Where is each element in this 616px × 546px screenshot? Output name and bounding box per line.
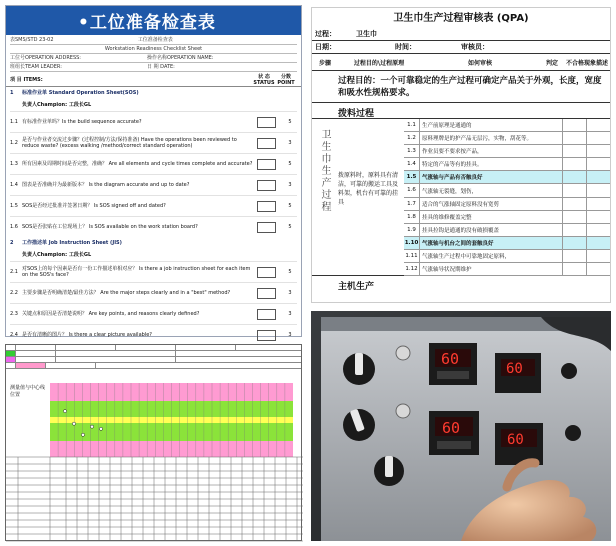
control-panel-photo <box>311 311 611 541</box>
status-box[interactable] <box>257 222 276 233</box>
audit-item-number: 1.12 <box>404 263 420 275</box>
audit-item-row <box>404 145 610 158</box>
item-point: 3 <box>288 332 292 338</box>
item-text: 是否有清晰的图片？ Is there a clear picture available? <box>22 332 152 338</box>
process-label: 过程： <box>315 30 336 38</box>
item-number: 2 <box>10 239 14 246</box>
item-text: 关键点和原因是否清楚说明？ Are key points, and reasons clearly defined? <box>22 311 200 317</box>
checklist-item <box>10 153 297 174</box>
checklist-owner <box>10 98 297 111</box>
operation-name-label: 操作名称OPERATION NAME: <box>147 54 214 61</box>
controller-4-reading: 60 <box>507 432 524 448</box>
checklist-header <box>6 73 301 87</box>
judge-cell[interactable] <box>562 132 586 144</box>
date-label: 日 期 DATE: <box>147 63 175 70</box>
audit-items <box>404 119 610 276</box>
fail-description-cell[interactable] <box>586 171 610 183</box>
status-box[interactable] <box>257 309 276 320</box>
qpa-process-line <box>312 28 610 41</box>
temperature-controller-3[interactable] <box>429 411 479 455</box>
audit-item-text: 原料理牌是的护产品无层污，实物，刮花等。 <box>422 136 533 143</box>
doc-title-cn: 工位准备检查表 <box>137 36 173 43</box>
qpa-info-line <box>312 41 610 54</box>
item-number: 1.1 <box>10 119 18 125</box>
judge-cell[interactable] <box>562 237 586 249</box>
audit-item-text: 挂具拉钩是通通的没有破损覆盖 <box>422 227 500 234</box>
workstation-checklist-panel <box>5 5 302 337</box>
col-how: 如何审核 <box>467 59 492 67</box>
audit-item-row <box>404 237 610 250</box>
judge-cell[interactable] <box>562 158 586 170</box>
item-point: 3 <box>288 290 292 296</box>
process-value: 卫生巾 <box>356 30 377 38</box>
data-point <box>99 427 102 430</box>
fail-description-cell[interactable] <box>586 263 610 275</box>
qpa-title: 卫生巾生产过程审核表 (QPA) <box>393 13 529 24</box>
judge-cell[interactable] <box>562 171 586 183</box>
item-point: 5 <box>288 203 292 209</box>
process-description: 拨原料时，原料具有清洁，可靠的搬运工具及料架，机台有可靠的挂具 <box>338 172 399 206</box>
checklist-section <box>10 237 297 248</box>
item-number: 1.5 <box>10 203 18 209</box>
audit-item-row <box>404 211 610 224</box>
col-step: 步骤 <box>318 59 331 67</box>
vertical-process-label: 卫生巾生产过程 <box>319 129 330 213</box>
item-text: 主要步骤是否明确清楚/最佳方法？ Are the major steps clearly and in a "best" method? <box>22 290 231 296</box>
status-box[interactable] <box>257 159 276 170</box>
col-purpose: 过程目的\过程原理 <box>353 59 405 67</box>
chart-ylabel: 测量值与中心线位置 <box>10 385 46 398</box>
audit-item-row <box>404 224 610 237</box>
checklist-item <box>10 216 297 237</box>
judge-cell[interactable] <box>562 224 586 236</box>
fail-description-cell[interactable] <box>586 211 610 223</box>
item-number: 2.4 <box>10 332 18 338</box>
audit-item-row <box>404 184 610 197</box>
item-number: 2.3 <box>10 311 18 317</box>
checklist-item <box>10 195 297 216</box>
item-text: 所有因素及周期时间是否完整，准确？ Are all elements and cycle times complete and accurate? <box>22 161 253 167</box>
status-box[interactable] <box>257 138 276 149</box>
judge-cell[interactable] <box>562 145 586 157</box>
item-number: 1.2 <box>10 140 18 146</box>
item-text: SOS是否经过批准并签署日期？ Is SOS signed off and dated? <box>22 203 166 209</box>
group-title: 拨料过程 <box>312 103 610 119</box>
indicator-lamp-1 <box>396 346 410 360</box>
checklist-item <box>10 303 297 324</box>
audit-item-number: 1.6 <box>404 184 420 196</box>
data-point <box>90 425 93 428</box>
fail-description-cell[interactable] <box>586 119 610 131</box>
control-chart-plot <box>50 383 293 457</box>
fail-description-cell[interactable] <box>586 132 610 144</box>
checklist-item <box>10 282 297 303</box>
audit-item-row <box>404 198 610 211</box>
fail-description-cell[interactable] <box>586 224 610 236</box>
doc-code: 表SMS/STD 23-02 <box>10 36 54 43</box>
doc-title-en: Workstation Readiness Checklist Sheet <box>104 45 203 52</box>
date-label-b: 日期： <box>315 43 336 51</box>
controller-3-reading: 60 <box>442 419 461 437</box>
chart-data-grid <box>6 457 303 541</box>
process-purpose: 过程目的：一个可靠稳定的生产过程可确定产品关于外观，长度，宽度和吸水性规格要求。 <box>312 71 610 103</box>
fail-description-cell[interactable] <box>586 158 610 170</box>
right-switch-1[interactable] <box>561 363 577 379</box>
team-leader-label: 班组长TEAM LEADER: <box>10 63 62 70</box>
operation-address-label: 工位号OPERATION ADDRESS: <box>10 54 81 61</box>
photo-illustration <box>311 311 611 541</box>
audit-item-number: 1.8 <box>404 211 420 223</box>
audit-item-text: 气涨轴与机台之间的套触良好 <box>422 240 494 247</box>
item-number: 1 <box>10 89 14 96</box>
audit-item-number: 1.2 <box>404 132 420 144</box>
checklist-item <box>10 261 297 282</box>
auditor-label: 审核员： <box>461 43 489 51</box>
item-text: 对SOS上的每个因素是否有一份工作描述单相对应？ Is there a job instruction sheet for each item on the SOS's face? <box>22 266 251 278</box>
item-number: 2.2 <box>10 290 18 296</box>
right-switch-2[interactable] <box>565 425 581 441</box>
judge-cell[interactable] <box>562 263 586 275</box>
status-box[interactable] <box>257 288 276 299</box>
status-box[interactable] <box>257 117 276 128</box>
indicator-lamp-2 <box>396 404 410 418</box>
data-point <box>63 410 66 413</box>
col-items: 项 目 ITEMS: <box>10 77 43 83</box>
audit-item-row <box>404 250 610 263</box>
audit-item-text: 气涨轴无裂缝，划伤， <box>422 188 478 195</box>
item-text: 图表是否准确并为最新版本？ Is the diagram accurate and up to date? <box>22 182 190 188</box>
audit-item-row <box>404 171 610 184</box>
status-box[interactable] <box>257 180 276 191</box>
item-point: 5 <box>288 224 292 230</box>
item-point: 3 <box>288 140 292 146</box>
audit-item-number: 1.5 <box>404 171 420 183</box>
audit-item-number: 1.10 <box>404 237 420 249</box>
control-chart-panel <box>5 344 302 541</box>
audit-item-text: 生产前原理是通通的 <box>422 123 472 130</box>
temperature-controller-1[interactable] <box>429 343 477 385</box>
item-text: 标准作业单 Standard Operation Sheet(SOS) <box>22 89 139 96</box>
item-point: 5 <box>288 269 292 275</box>
audit-item-number: 1.9 <box>404 224 420 236</box>
status-box[interactable] <box>257 330 276 341</box>
item-number: 1.6 <box>10 224 18 230</box>
checklist-item <box>10 324 297 345</box>
checklist-meta <box>6 35 301 73</box>
group-footer: 主机生产 <box>338 282 375 292</box>
item-point: 5 <box>288 119 292 125</box>
fail-description-cell[interactable] <box>586 250 610 262</box>
col-fail: 不合格现象描述 <box>565 59 608 67</box>
time-label: 时间： <box>395 43 416 51</box>
fail-description-cell[interactable] <box>586 184 610 196</box>
item-text: 是否与作业者交流过步骤？(过程控制/方法/保持准备) Have the operations been reviewed to reduce waste? (excess walking /method/correct standard operation) <box>22 137 237 149</box>
checklist-item <box>10 132 297 153</box>
audit-item-text: 气涨轴生产过程中可靠地固定原料， <box>422 253 511 260</box>
checklist-owner <box>10 248 297 261</box>
temperature-controller-2[interactable] <box>495 353 541 393</box>
audit-item-text: 适合的气涨轴固定原料没有宽剪 <box>422 201 500 208</box>
judge-cell[interactable] <box>562 119 586 131</box>
audit-item-text: 作业员要不要求按产品， <box>422 149 483 156</box>
judge-cell[interactable] <box>562 184 586 196</box>
item-point: 5 <box>288 161 292 167</box>
item-text: SOS是否张贴在工位现场上？ Is SOS available on the work station board? <box>22 224 198 230</box>
fail-description-cell[interactable] <box>586 237 610 249</box>
qpa-body <box>312 119 610 276</box>
item-number: 2.1 <box>10 269 18 275</box>
fail-description-cell[interactable] <box>586 145 610 157</box>
item-point: 3 <box>288 311 292 317</box>
qpa-header <box>312 54 610 71</box>
item-text: 有标准作业单吗？Is the build sequence accurate? <box>22 119 142 125</box>
fail-description-cell[interactable] <box>586 198 610 210</box>
data-point <box>81 433 84 436</box>
col-status: 状 态 STATUS <box>253 74 275 86</box>
item-number: 1.3 <box>10 161 18 167</box>
audit-item-row <box>404 263 610 276</box>
controller-2-reading: 60 <box>506 361 523 377</box>
status-box[interactable] <box>257 267 276 278</box>
judge-cell[interactable] <box>562 250 586 262</box>
col-judge: 判定 <box>545 59 558 67</box>
judge-cell[interactable] <box>562 198 586 210</box>
item-point: 3 <box>288 182 292 188</box>
status-box[interactable] <box>257 201 276 212</box>
selector-switch-1[interactable] <box>343 353 375 385</box>
checklist-title: •工位准备检查表 <box>6 6 301 35</box>
audit-item-number: 1.1 <box>404 119 420 131</box>
checklist-item <box>10 174 297 195</box>
audit-item-text: 气涨轴导状况期维护 <box>422 267 472 274</box>
audit-item-row <box>404 132 610 145</box>
checklist-section <box>10 87 297 98</box>
selector-switch-3[interactable] <box>374 456 404 486</box>
audit-item-text: 气涨轴与产品有否触良好 <box>422 175 483 182</box>
item-text: 负责人Champion: 工段长GL <box>22 101 92 108</box>
audit-item-row <box>404 158 610 171</box>
col-point: 分数 POINT <box>277 74 295 86</box>
item-number: 1.4 <box>10 182 18 188</box>
audit-item-row <box>404 119 610 132</box>
audit-item-number: 1.4 <box>404 158 420 170</box>
item-text: 工作描述单 Job Instruction Sheet (JIS) <box>22 239 122 246</box>
checklist-item <box>10 111 297 132</box>
audit-item-text: 挂具的维修覆盖完整 <box>422 214 472 221</box>
audit-item-number: 1.11 <box>404 250 420 262</box>
judge-cell[interactable] <box>562 211 586 223</box>
audit-item-number: 1.3 <box>404 145 420 157</box>
data-point <box>72 422 75 425</box>
controller-1-reading: 60 <box>441 350 460 368</box>
audit-item-number: 1.7 <box>404 198 420 210</box>
item-text: 负责人Champion: 工段长GL <box>22 251 92 258</box>
chart-header-grid <box>6 345 301 369</box>
qpa-audit-panel <box>311 7 611 303</box>
audit-item-text: 特定的产品等有的挂具。 <box>422 162 483 169</box>
